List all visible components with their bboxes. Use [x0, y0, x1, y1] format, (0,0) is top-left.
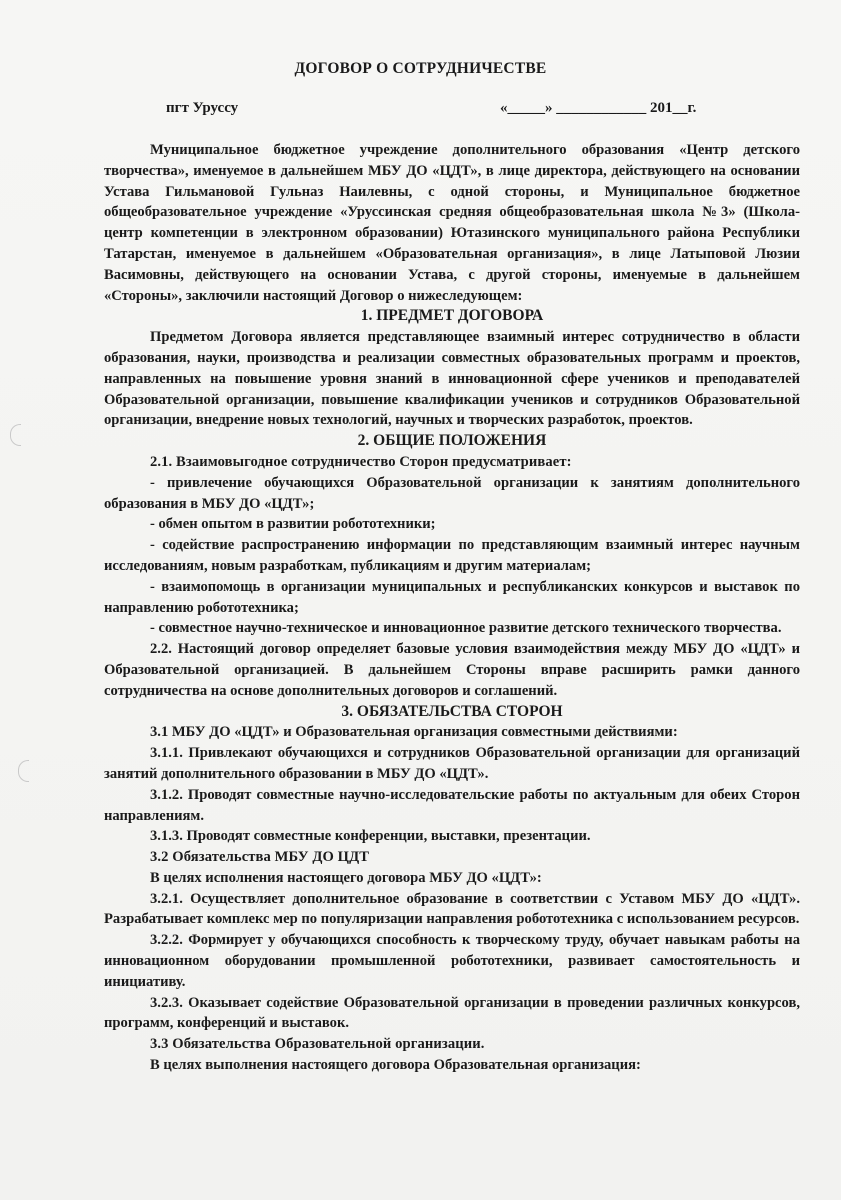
- clause-3-1: 3.1 МБУ ДО «ЦДТ» и Образовательная организация совместными действиями:: [150, 724, 678, 741]
- list-item: - совместное научно-техническое и инновационное развитие детского технического творчества.: [150, 620, 782, 637]
- list-item: - взаимопомощь в организации муниципальных и республиканских конкурсов и выставок по направлению робототехника;: [104, 578, 800, 616]
- section-3-heading: 3. ОБЯЗАТЕЛЬСТВА СТОРОН: [341, 702, 563, 720]
- place-label: пгт Уруссу: [166, 100, 239, 116]
- clause-3-2-heading: 3.2 Обязательства МБУ ДО ЦДТ: [150, 849, 370, 866]
- clause-3-1-2: 3.1.2. Проводят совместные научно-исследовательские работы по актуальным для обеих Сторон направлениям.: [104, 786, 800, 824]
- document-title: ДОГОВОР О СОТРУДНИЧЕСТВЕ: [294, 60, 547, 77]
- punch-hole-mark: [10, 424, 21, 446]
- date-line: «_____» ____________ 201__г.: [500, 100, 697, 116]
- clause-3-2-1: 3.2.1. Осуществляет дополнительное образование в соответствии с Уставом МБУ ДО «ЦДТ». Разрабатывает комплекс мер по популяризации направления робототехника с использованием ресурсов.: [104, 890, 800, 928]
- clause-2-2: 2.2. Настоящий договор определяет базовые условия взаимодействия между МБУ ДО «ЦДТ» и Образовательной организацией. В дальнейшем Стороны вправе расширить рамки данного сотрудничества на основе дополнительных договоров и соглашений.: [104, 641, 800, 699]
- clause-3-2-3: 3.2.3. Оказывает содействие Образовательной организации в проведении различных конкурсов, программ, конференций и выставок.: [104, 994, 800, 1032]
- clause-3-3-intro: В целях выполнения настоящего договора Образовательная организация:: [150, 1057, 641, 1074]
- clause-3-2-2: 3.2.2. Формирует у обучающихся способность к творческому труду, обучает навыкам работы на инновационном оборудовании промышленной робототехники, развивает самостоятельность и инициативу.: [104, 932, 800, 990]
- clause-3-1-3: 3.1.3. Проводят совместные конференции, выставки, презентации.: [150, 828, 591, 845]
- clause-3-1-1: 3.1.1. Привлекают обучающихся и сотрудников Образовательной организации для организаций занятий дополнительного образовании в МБУ ДО «ЦДТ».: [104, 745, 800, 782]
- section-1-heading: 1. ПРЕДМЕТ ДОГОВОРА: [360, 307, 544, 325]
- intro-paragraph: Муниципальное бюджетное учреждение дополнительного образования «Центр детского творчества», именуемое в дальнейшем МБУ ДО «ЦДТ», в лице директора, действующего на основании Устава Гильмановой Гульназ Наилевны, с одной стороны, и Муниципальное бюджетное общеобразовательное учреждение «Уруссинская средняя общеобразовательная школа №3» (Школа-центр компетенции в электронном образовании) Ютазинского муниципального района Республики Татарстан, именуемое в дальнейшем «Образовательная организация», в лице Латыповой Люзии Васимовны, действующего на основании Устава, с другой стороны, именуемые в дальнейшем «Стороны», заключили настоящий Договор о нижеследующем:: [104, 142, 800, 304]
- section-2-heading: 2. ОБЩИЕ ПОЛОЖЕНИЯ: [357, 432, 547, 450]
- clause-3-2-intro: В целях исполнения настоящего договора МБУ ДО «ЦДТ»:: [150, 869, 542, 886]
- punch-hole-mark: [18, 760, 29, 782]
- list-item: - обмен опытом в развитии робототехники;: [150, 516, 436, 533]
- list-item: - привлечение обучающихся Образовательной организации к занятиям дополнительного образования в МБУ ДО «ЦДТ»;: [104, 474, 800, 512]
- clause-2-1: 2.1. Взаимовыгодное сотрудничество Сторон предусматривает:: [150, 453, 572, 470]
- clause-3-3-heading: 3.3 Обязательства Образовательной организации.: [150, 1036, 485, 1053]
- document-body: [104, 140, 800, 1076]
- section-1-text: Предметом Договора является представляющее взаимный интерес сотрудничество в области образования, науки, производства и реализации совместных образовательных программ и проектов, направленных на повышение уровня знаний в инновационной сфере учеников и преподавателей Образовательной организации, повышение квалификации учеников и сотрудников Образовательной организации, внедрение новых технологий, научных и творческих разработок, проектов.: [104, 329, 800, 429]
- list-item: - содействие распространению информации по представляющим взаимный интерес научным исследованиям, новым разработкам, публикациям и другим материалам;: [104, 537, 800, 574]
